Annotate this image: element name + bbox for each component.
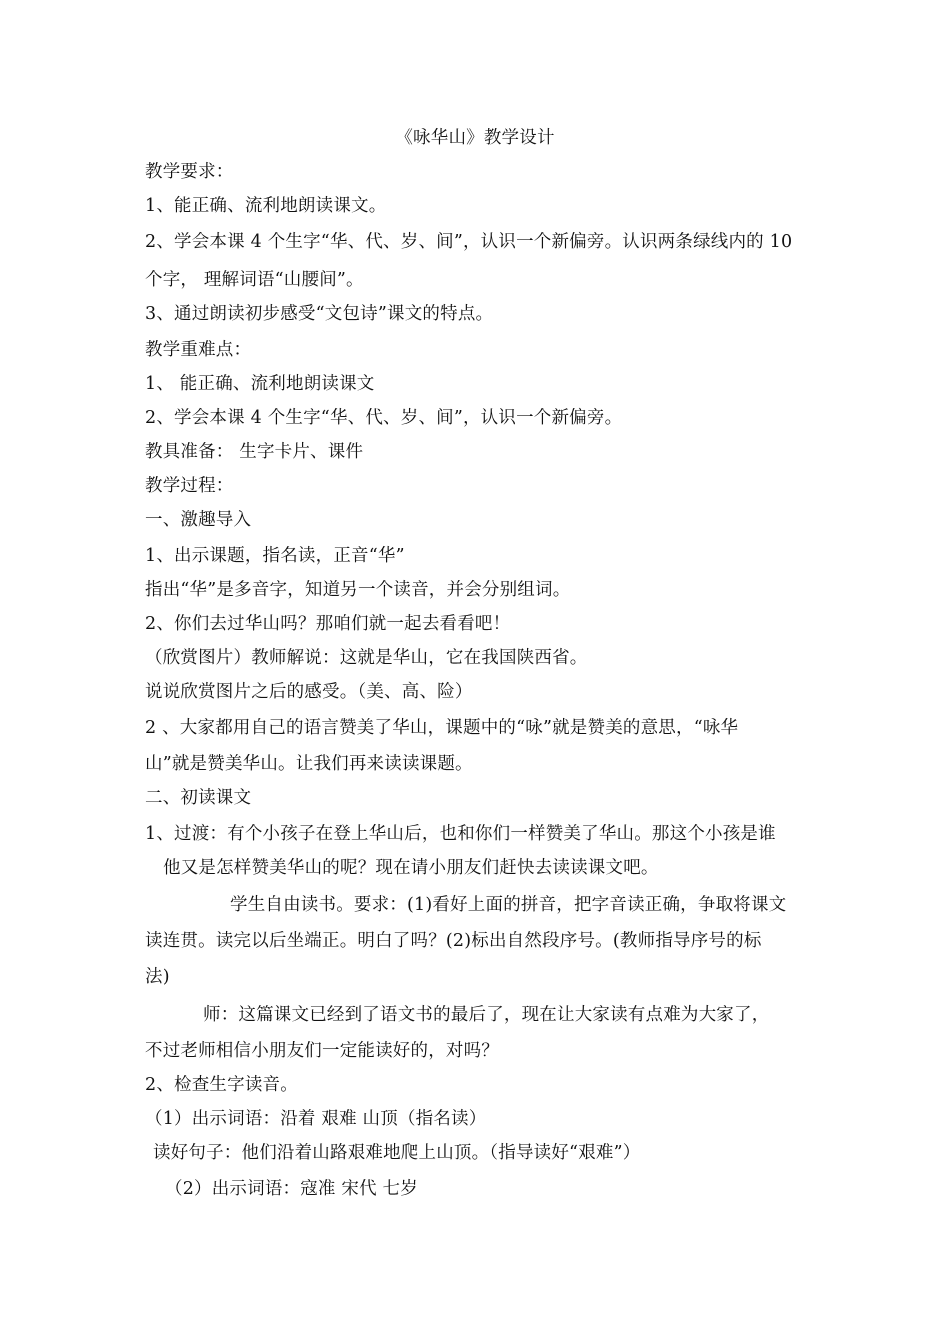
paragraph-line: 1、出示课题，指名读，正音“华” bbox=[145, 546, 405, 566]
section-heading-requirements: 教学要求： bbox=[145, 162, 234, 182]
paragraph-line: 1、 能正确、流利地朗读课文 bbox=[145, 374, 375, 394]
paragraph-line: 指出“华”是多音字，知道另一个读音，并会分别组词。 bbox=[145, 580, 571, 600]
paragraph-line: 1、能正确、流利地朗读课文。 bbox=[145, 196, 387, 216]
section-heading-part-two: 二、初读课文 bbox=[145, 788, 252, 808]
paragraph-line: 不过老师相信小朋友们一定能读好的，对吗？ bbox=[145, 1041, 499, 1061]
paragraph-line: 1、过渡：有个小孩子在登上华山后，也和你们一样赞美了华山。那这个小孩是谁 bbox=[145, 824, 776, 844]
paragraph-line: 他又是怎样赞美华山的呢？现在请小朋友们赶快去读读课文吧。 bbox=[163, 858, 659, 878]
paragraph-line: 法) bbox=[145, 967, 170, 987]
paragraph-line: 读连贯。读完以后坐端正。明白了吗？(2)标出自然段序号。(教师指导序号的标 bbox=[145, 931, 762, 951]
paragraph-line: （欣赏图片）教师解说：这就是华山，它在我国陕西省。 bbox=[145, 648, 588, 668]
paragraph-line: 学生自由读书。要求：(1)看好上面的拼音，把字音读正确，争取将课文 bbox=[230, 895, 787, 915]
paragraph-line: 说说欣赏图片之后的感受。（美、高、险） bbox=[145, 682, 473, 702]
section-heading-materials: 教具准备： 生字卡片、课件 bbox=[145, 442, 364, 462]
paragraph-line: 3、通过朗读初步感受“文包诗”课文的特点。 bbox=[145, 304, 494, 324]
document-title: 《咏华山》教学设计 bbox=[395, 128, 555, 148]
section-heading-part-one: 一、激趣导入 bbox=[145, 510, 252, 530]
paragraph-line: 山”就是赞美华山。让我们再来读读课题。 bbox=[145, 754, 473, 774]
paragraph-line: 师：这篇课文已经到了语文书的最后了，现在让大家读有点难为大家了， bbox=[203, 1005, 770, 1025]
paragraph-line: 2、你们去过华山吗？那咱们就一起去看看吧！ bbox=[145, 614, 511, 634]
paragraph-line: （2）出示词语：寇准 宋代 七岁 bbox=[165, 1179, 418, 1199]
section-heading-key-points: 教学重难点： bbox=[145, 340, 252, 360]
paragraph-line: （1）出示词语：沿着 艰难 山顶（指名读） bbox=[145, 1109, 487, 1129]
paragraph-line: 读好句子：他们沿着山路艰难地爬上山顶。（指导读好“艰难”） bbox=[153, 1143, 641, 1163]
paragraph-line: 2、检查生字读音。 bbox=[145, 1075, 298, 1095]
paragraph-line: 2、学会本课 4 个生字“华、代、岁、间”，认识一个新偏旁。 bbox=[145, 408, 623, 428]
paragraph-line: 2、学会本课 4 个生字“华、代、岁、间”，认识一个新偏旁。认识两条绿线内的 10 bbox=[145, 232, 793, 252]
paragraph-line: 个字， 理解词语“山腰间”。 bbox=[145, 270, 364, 290]
section-heading-process: 教学过程： bbox=[145, 476, 234, 496]
paragraph-line: 2 、大家都用自己的语言赞美了华山，课题中的“咏”就是赞美的意思，“咏华 bbox=[145, 718, 739, 738]
